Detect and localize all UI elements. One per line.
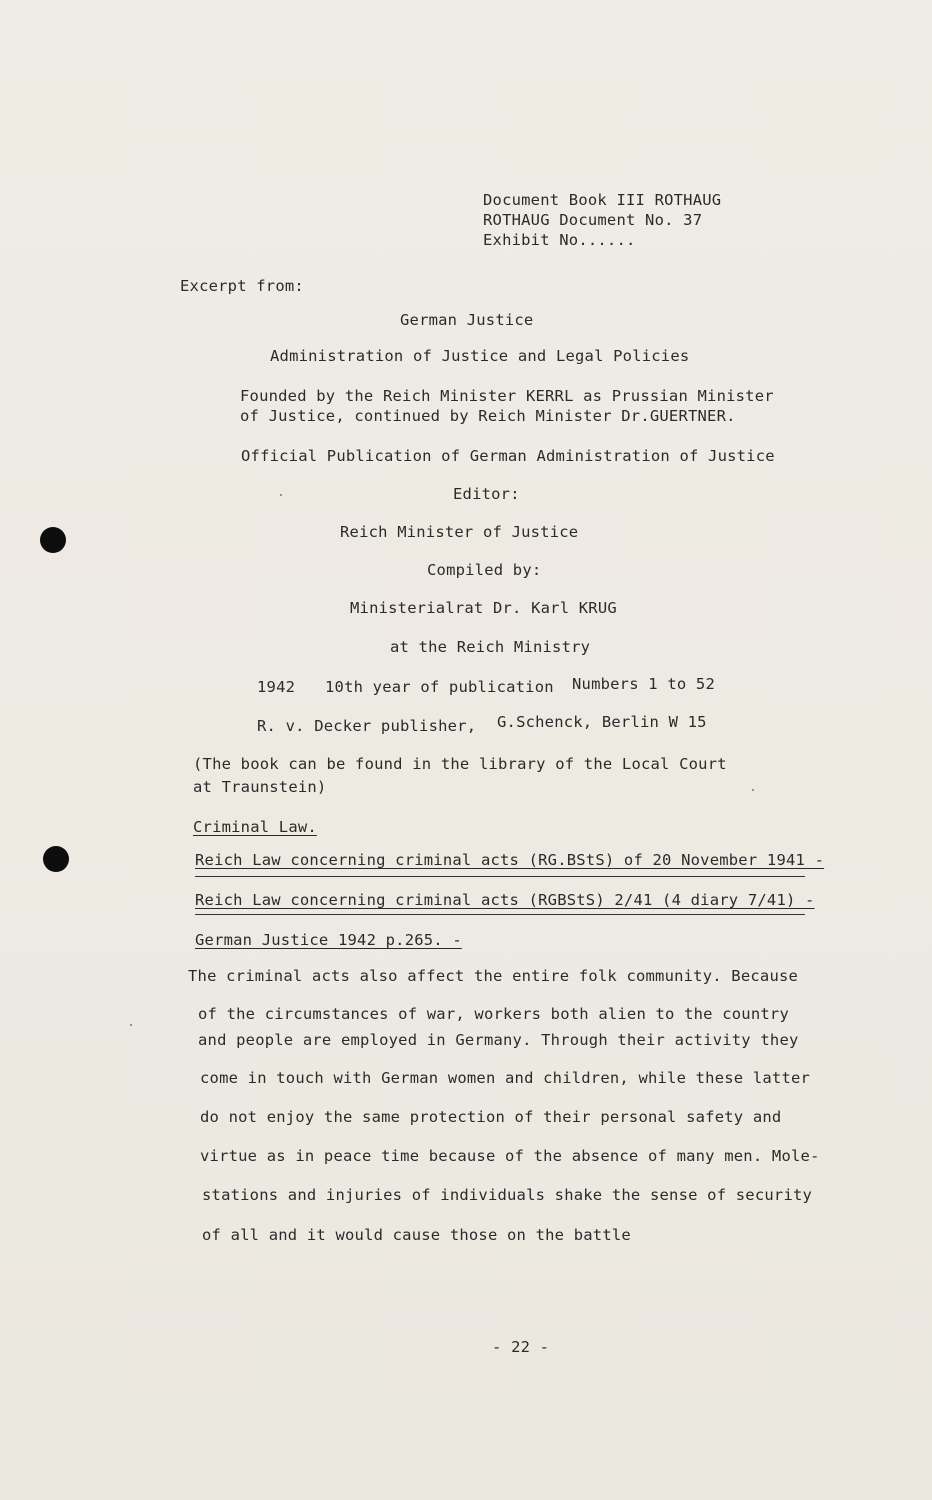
official-publication: Official Publication of German Administration of Justice: [241, 447, 775, 465]
compiler-name: Ministerialrat Dr. Karl KRUG: [350, 599, 617, 617]
library-note-line-2: at Traunstein): [193, 778, 327, 796]
compiler-place: at the Reich Ministry: [390, 638, 591, 656]
paper-speck: [280, 494, 282, 496]
paper-speck: [752, 789, 754, 791]
body-line: come in touch with German women and children, while these latter: [200, 1069, 811, 1087]
founded-line-1: Founded by the Reich Minister KERRL as Prussian Minister: [240, 387, 774, 405]
editor-label: Editor:: [453, 485, 520, 503]
publication-title: German Justice: [400, 311, 534, 329]
publisher-place: G.Schenck, Berlin W 15: [497, 713, 707, 731]
excerpt-label: Excerpt from:: [180, 277, 304, 295]
body-line: and people are employed in Germany. Through their activity they: [198, 1031, 799, 1049]
body-line: stations and injuries of individuals shake the sense of security: [202, 1186, 813, 1204]
body-line: do not enjoy the same protection of their personal safety and: [200, 1108, 782, 1126]
header-line-exhibit: Exhibit No......: [483, 231, 636, 249]
header-line-document: ROTHAUG Document No. 37: [483, 211, 703, 229]
paper-speck: [130, 1024, 132, 1026]
reference-rule-1: [195, 876, 805, 877]
library-note-line-1: (The book can be found in the library of the Local Court: [193, 755, 727, 773]
reference-rule-2: [195, 914, 805, 915]
body-line: virtue as in peace time because of the absence of many men. Mole-: [200, 1147, 820, 1165]
punch-hole-top: [40, 527, 66, 553]
publication-year-info: 10th year of publication: [325, 678, 554, 696]
publication-year: 1942: [257, 678, 296, 696]
publisher: R. v. Decker publisher,: [257, 717, 477, 735]
law-reference-1: Reich Law concerning criminal acts (RG.BStS) of 20 November 1941 -: [195, 851, 825, 869]
section-heading: Criminal Law.: [193, 818, 317, 836]
header-line-book: Document Book III ROTHAUG: [483, 191, 722, 209]
punch-hole-bottom: [43, 846, 69, 872]
founded-line-2: of Justice, continued by Reich Minister Dr.GUERTNER.: [240, 407, 736, 425]
publication-subtitle: Administration of Justice and Legal Policies: [270, 347, 690, 365]
editor-name: Reich Minister of Justice: [340, 523, 579, 541]
body-line: The criminal acts also affect the entire folk community. Because: [188, 967, 799, 985]
law-reference-2: Reich Law concerning criminal acts (RGBStS) 2/41 (4 diary 7/41) -: [195, 891, 815, 909]
body-line: of all and it would cause those on the battle: [202, 1226, 631, 1244]
law-reference-3: German Justice 1942 p.265. -: [195, 931, 462, 949]
compiled-label: Compiled by:: [427, 561, 542, 579]
publication-numbers: Numbers 1 to 52: [572, 675, 715, 693]
body-line: of the circumstances of war, workers both alien to the country: [198, 1005, 789, 1023]
page-number: - 22 -: [492, 1338, 550, 1356]
